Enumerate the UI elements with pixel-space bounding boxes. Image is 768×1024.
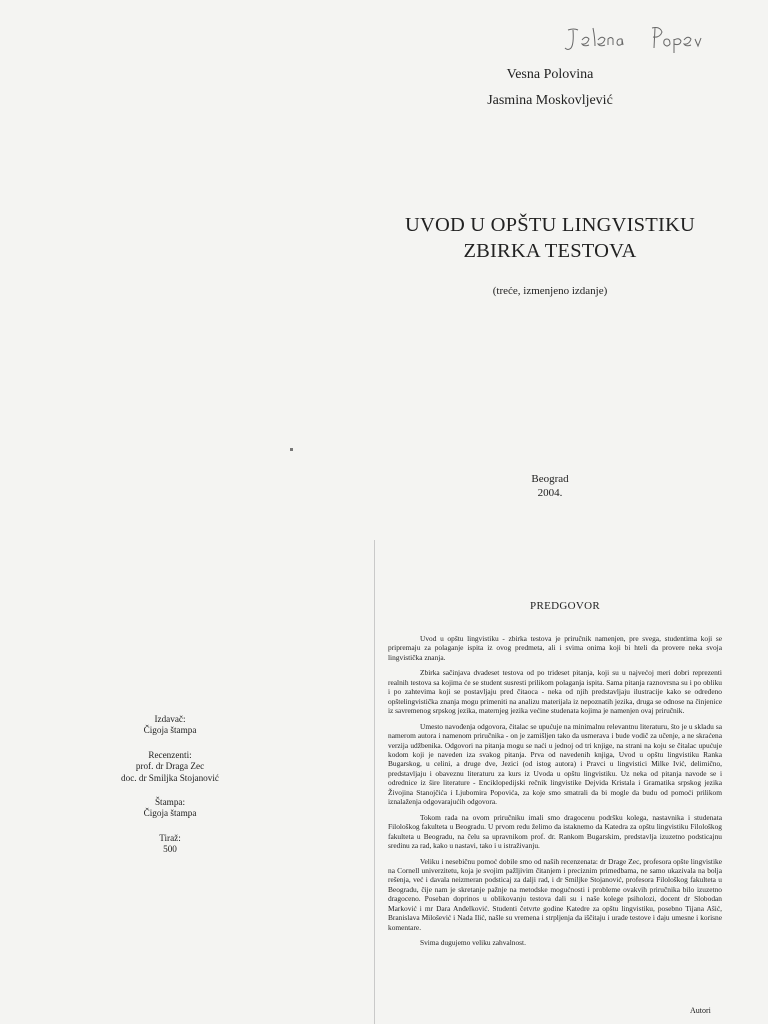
preface-body bbox=[388, 634, 722, 954]
publication-credits bbox=[100, 714, 240, 869]
publication-place-year bbox=[450, 472, 650, 500]
printer-block bbox=[100, 797, 240, 820]
authors-block bbox=[380, 62, 720, 114]
scan-speck bbox=[290, 448, 293, 451]
publisher-name: Čigoja štampa bbox=[143, 725, 197, 736]
reviewers-label: Recenzenti: bbox=[148, 749, 192, 760]
printer-name: Čigoja štampa bbox=[143, 808, 197, 819]
reviewer-name: doc. dr Smiljka Stojanović bbox=[121, 772, 219, 783]
print-run-label: Tiraž: bbox=[159, 832, 181, 843]
edition-note: (treće, izmenjeno izdanje) bbox=[492, 285, 608, 297]
publisher-label: Izdavač: bbox=[154, 714, 186, 724]
reviewers-block bbox=[100, 750, 240, 784]
print-run-block bbox=[100, 833, 240, 856]
book-title-line: UVOD U OPŠTU LINGVISTIKU bbox=[404, 214, 696, 236]
reviewer-name: prof. dr Draga Zec bbox=[135, 761, 205, 772]
preface-paragraph: Veliku i nesebičnu pomoć dobile smo od naših recenzenata: dr Drage Zec, profesora opšte lingvistike na Cornell univerzitetu, koja je svojim pažljivim čitanjem i preciznim primedbama, ne samo ukazivala na bolja rešenja, već i davala neizmeran podsticaj za dalji rad, i dr Smiljke Stojanović, profesora Filološkog fakulteta u Beogradu, čije nam je skretanje pažnje na metodske mogućnosti i probleme ovakvih priručnika bilo izuzetno dragoceno. Poseban doprinos u oblikovanju testova dali su i naše kolege psiholozi, docent dr Slobodan Marković i mr Dara Anđelković. Studenti četvrte godine Katedre za opštu lingvistiku, posebno Tijana Ašić, Branislava Milošević i Nada Ilić, našle su vremena i strpljenja da iščitaju i urade testove i daju umesne i korisne komentare. bbox=[388, 856, 722, 932]
page-gutter-line bbox=[374, 540, 375, 1024]
preface-paragraph: Umesto navođenja odgovora, čitalac se upućuje na minimalnu relevantnu literaturu, što je u skladu sa namerom autora i namenom priručnika - on je zamišljen tako da usmerava i bude vodič za učenje, a ne skraćena verzija udžbenika. Odgovori na pitanja mogu se naći u jednoj od tri knjige, na strani na koju se čitalac upućuje kodom koji je naveden iza svakog pitanja. Prva od navedenih knjiga, Uvod u opštu lingvistiku Ranka Bugarskog, u celini, a druge dve, Jezici (od istog autora) i Pravci u lingvistici Milke Ivić, delimično, predstavljaju i obaveznu literaturu za kurs iz Uvoda u opštu lingvistiku. Uz neka od pitanja navode se i odrednice iz šire literature - Enciklopedijski rečnik lingvistike Dejvida Kristala i Gramatika srpskog jezika Živojina Stanojčića i Ljubomira Popovića, za koje smo smatrali da bi mogle da budu od pomoći prilikom iznalaženja odgovarajućih odgovora. bbox=[388, 721, 722, 807]
publication-year: 2004. bbox=[537, 487, 563, 499]
handwritten-signature bbox=[560, 22, 760, 62]
preface-paragraph: Zbirka sačinjava dvadeset testova od po trideset pitanja, koji su u najvećoj meri dobri reprezenti realnih testova sa kojima će se student susresti prilikom polaganja ispita. Sama pitanja raznovrsna su i po obliku i po zahtevima koji se postavljaju pred čitaoca - neka od njih predstavljaju ilustracije kako se određeno opštelingvistička znanja mogu primeniti na analizu materijala iz nepoznatih jezika, druga se odnose na činjenice iz savremenog srpskog jezika, maternjeg jezika većine studenata kojima je namenjen ovaj priručnik. bbox=[388, 668, 722, 716]
preface-paragraph: Tokom rada na ovom priručniku imali smo dragocenu podršku kolega, nastavnika i studenata Filološkog fakulteta u Beogradu. U prvom redu želimo da istaknemo da Katedra za opštu lingvistiku Filološkog fakulteta u Beogradu, na čelu sa upravnikom prof. dr. Rankom Bugarskim, predstavlja izuzetno podsticajnu sredinu za rad, kako u nastavi, tako i u istraživanju. bbox=[388, 812, 722, 851]
publisher-block bbox=[100, 714, 240, 737]
preface-paragraph: Uvod u opštu lingvistiku - zbirka testova je priručnik namenjen, pre svega, studentima koji se pripremaju za polaganje ispita iz ovog predmeta, ali i svima onima koji bi hteli da provere neka svoja lingvistička znanja. bbox=[388, 634, 722, 662]
book-title-line: ZBIRKA TESTOVA bbox=[463, 240, 637, 262]
author-name: Jasmina Moskovljević bbox=[487, 93, 613, 108]
book-title bbox=[370, 212, 730, 264]
preface-paragraph: Svima dugujemo veliku zahvalnost. bbox=[420, 938, 526, 948]
print-run-value: 500 bbox=[163, 844, 177, 855]
printer-label: Štampa: bbox=[154, 797, 186, 808]
preface-signoff: Autori bbox=[690, 1006, 711, 1015]
publication-place: Beograd bbox=[531, 473, 569, 485]
preface-heading: PREDGOVOR bbox=[530, 600, 600, 612]
author-name: Vesna Polovina bbox=[506, 67, 594, 82]
